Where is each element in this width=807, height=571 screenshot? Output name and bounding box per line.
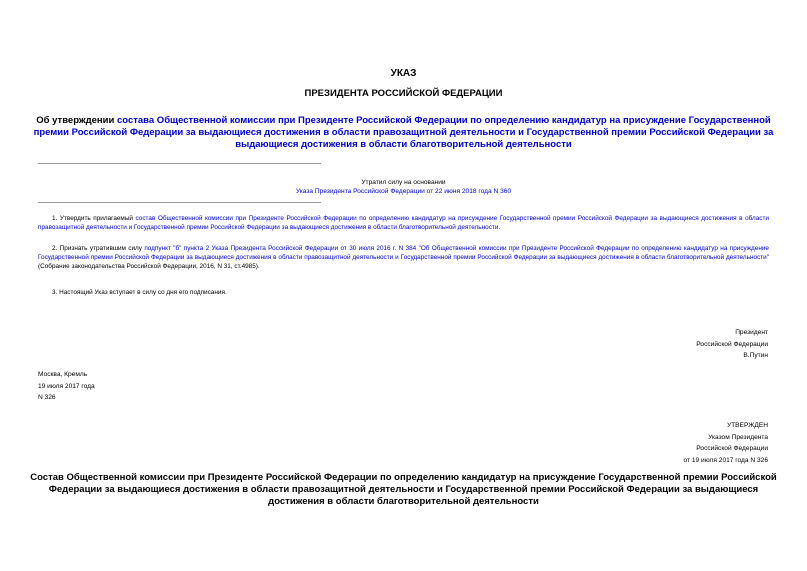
expired-note-text: Утратил силу на основании — [361, 179, 446, 186]
divider-bottom — [38, 202, 321, 203]
paragraph-2-link[interactable]: подпункт "б" пункта 2 Указа Президента Российской Федерации от 30 июля 2016 г. N 384 "Об Общественной комиссии при Президенте Российской Федерации по определению кандидатур на присуждение Государственной премии Российской Федерации за выдающиеся достижения в области правозащитной деятельности и Государственной премии Российской Федерации за выдающиеся достижения в области благотворительной деятельности" — [38, 245, 769, 262]
paragraph-2-prefix: 2. Признать утратившим силу — [52, 245, 145, 252]
approved-block — [560, 420, 768, 466]
paragraph-2 — [38, 244, 769, 272]
expired-note — [0, 178, 807, 196]
paragraph-3: 3. Настоящий Указ вступает в силу со дня его подписания. — [52, 289, 227, 296]
signature-block — [600, 327, 768, 362]
paragraph-2-suffix: (Собрание законодательства Российской Федерации, 2016, N 31, ст.4985). — [38, 263, 260, 271]
paragraph-1-prefix: 1. Утвердить прилагаемый — [52, 215, 136, 222]
paragraph-1-link[interactable]: состав Общественной комиссии при Президенте Российской Федерации по определению кандидатур на присуждение Государственной премии Российской Федерации за выдающиеся достижения в области правозащитной деятельности и Государственной премии Российской Федерации за выдающиеся достижения в области благотворительной деятельности — [38, 215, 769, 232]
approved-country: Российской Федерации — [696, 445, 768, 452]
signature-position: Президент — [735, 329, 768, 336]
document-title-link[interactable]: состава Общественной комиссии при Президенте Российской Федерации по определению кандидатур на присуждение Государственной премии Российской Федерации за выдающиеся достижения в области правозащитной деятельности и Государственной премии Российской Федерации за выдающиеся достижения в области благотворительной деятельности — [33, 115, 774, 150]
signature-name: В.Путин — [743, 352, 768, 359]
document-title — [30, 115, 777, 151]
expired-note-link[interactable]: Указа Президента Российской Федерации от 22 июня 2018 года N 360 — [295, 188, 512, 195]
document-type: УКАЗ — [390, 68, 417, 79]
place-city: Москва, Кремль — [38, 371, 88, 378]
approved-by: Указом Президента — [708, 433, 768, 441]
place-number: N 326 — [38, 394, 56, 401]
divider-top — [38, 163, 321, 164]
composition-title: Состав Общественной комиссии при Президенте Российской Федерации по определению кандидатур на присуждение Государственной премии Российской Федерации за выдающиеся достижения в области правозащитной деятельности и Государственной премии Российской Федерации за выдающиеся достижения в области благотворительной деятельности — [30, 472, 777, 507]
paragraph-1-suffix: . — [498, 224, 501, 232]
place-date: 19 июля 2017 года — [38, 382, 95, 390]
approved-label: УТВЕРЖДЕН — [726, 422, 768, 429]
approved-date: от 19 июля 2017 года N 326 — [683, 456, 768, 464]
paragraph-1 — [38, 214, 769, 232]
signature-country: Российской Федерации — [696, 340, 768, 348]
document-issuer: ПРЕЗИДЕНТА РОССИЙСКОЙ ФЕДЕРАЦИИ — [304, 88, 503, 99]
place-date-block — [38, 369, 238, 404]
document-title-prefix: Об утверждении — [36, 115, 117, 126]
